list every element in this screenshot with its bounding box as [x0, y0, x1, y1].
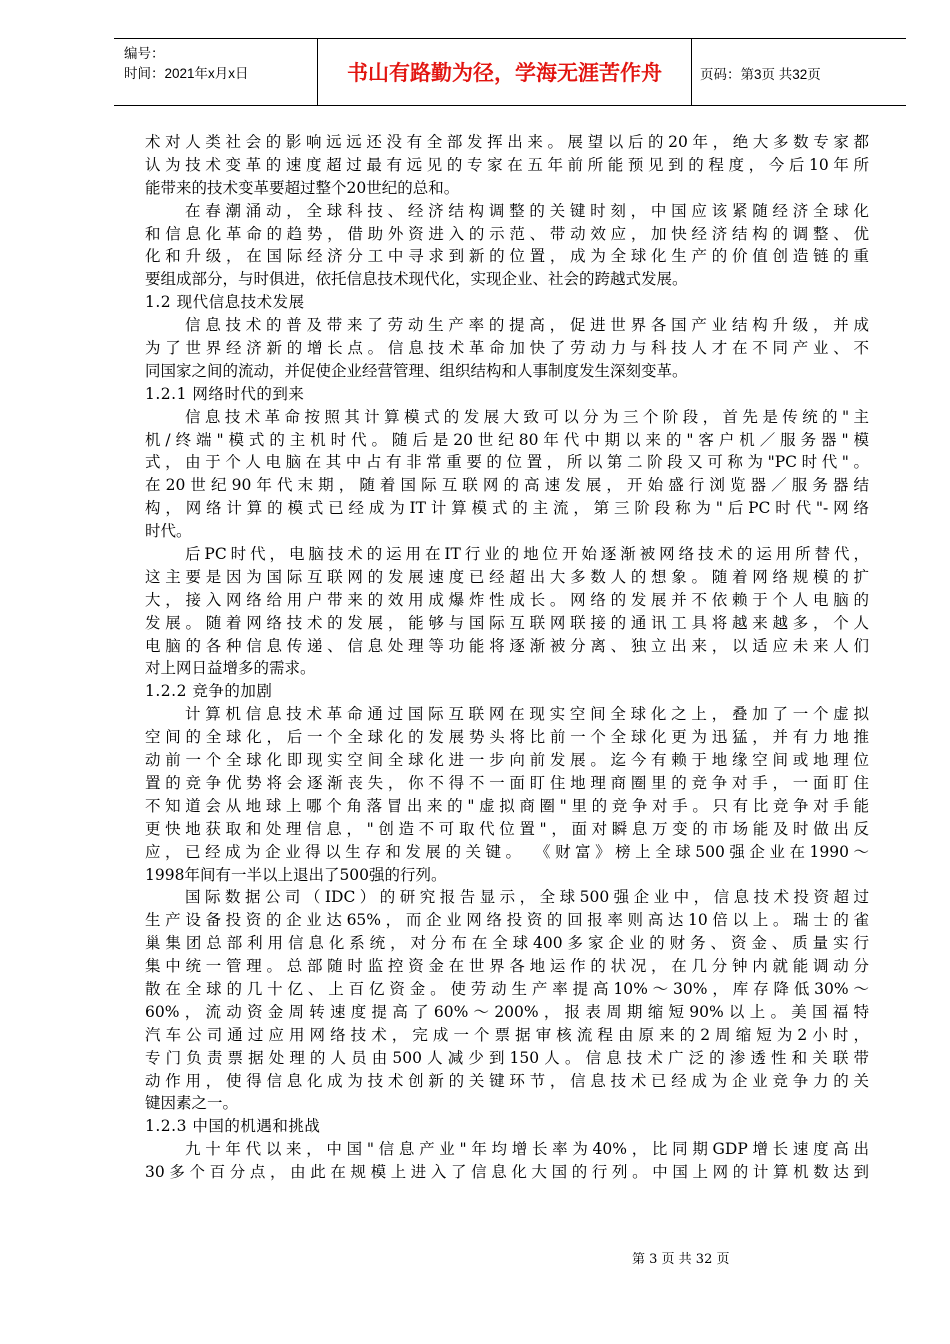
text-line: 国际数据公司（IDC）的研究报告显示，全球500强企业中，信息技术投资超过: [185, 888, 869, 907]
text-line: 后PC时代，电脑技术的运用在IT行业的地位开始逐渐被网络技术的运用所替代，: [185, 545, 869, 564]
text-line: 发展。随着网络技术的发展，能够与国际互联网联接的通讯工具将越来越多，个人: [145, 613, 869, 632]
text-line: 散在全球的几十亿、上百亿资金。使劳动生产率提高10%～30%，库存降低30%～: [145, 979, 869, 998]
text-line: 机/终端"模式的主机时代。随后是20世纪80年代中期以来的"客户机／服务器"模: [145, 430, 869, 449]
text-line: 为了世界经济新的增长点。信息技术革命加快了劳动力与科技人才在不同产业、不: [145, 339, 869, 358]
text-line: 生产设备投资的企业达65%，而企业网络投资的回报率则高达10倍以上。瑞士的雀: [145, 911, 869, 930]
text-line: 不知道会从地球上哪个角落冒出来的"虚拟商圈"里的竞争对手。只有比竞争对手能: [145, 796, 869, 815]
text-line: 应，已经成为企业得以生存和发展的关键。 《财富》榜上全球500强企业在1990～: [145, 842, 869, 861]
text-line: 这主要是因为国际互联网的发展速度已经超出大多数人的想象。随着网络规模的扩: [145, 567, 869, 586]
text-line: 时代。: [145, 522, 192, 541]
text-line: 九十年代以来，中国"信息产业"年均增长率为40%，比同期GDP增长速度高出: [185, 1140, 869, 1159]
page-header: [114, 38, 906, 106]
header-page-cell: [692, 39, 906, 105]
text-line: 对上网日益增多的需求。: [145, 659, 316, 678]
page-footer: 第 3 页 共 32 页: [632, 1252, 730, 1267]
text-line: 60%，流动资金周转速度提高了60%～200%，报表周期缩短90%以上。美国福特: [145, 1002, 869, 1021]
text-line: 构，网络计算的模式已经成为IT计算模式的主流，第三阶段称为"后PC时代"-网络: [145, 499, 869, 518]
text-line: 信息技术的普及带来了劳动生产率的提高，促进世界各国产业结构升级，并成: [185, 316, 869, 335]
header-motto-cell: [318, 39, 692, 105]
text-line: 式，由于个人电脑在其中占有非常重要的位置，所以第二阶段又可称为"PC时代"。: [145, 453, 869, 472]
doc-time-label: 时间：2021年x月x日: [124, 66, 249, 81]
text-line: 巢集团总部利用信息化系统，对分布在全球400多家企业的财务、资金、质量实行: [145, 934, 869, 953]
text-line: 键因素之一。: [145, 1094, 239, 1113]
text-line: 汽车公司通过应用网络技术，完成一个票据审核流程由原来的2周缩短为2小时，: [145, 1025, 869, 1044]
text-line: 集中统一管理。总部随时监控资金在世界各地运作的状况，在几分钟内就能调动分: [145, 957, 869, 976]
doc-number-label: 编号：: [124, 46, 165, 61]
text-line: 信息技术革命按照其计算模式的发展大致可以分为三个阶段，首先是传统的"主: [185, 407, 869, 426]
text-line: 30多个百分点，由此在规模上进入了信息化大国的行列。中国上网的计算机数达到: [145, 1163, 869, 1182]
text-line: 1998年间有一半以上退出了500强的行列。: [145, 865, 447, 884]
page-number-label: 页码：第3页 共32页: [700, 67, 821, 82]
text-line: 空间的全球化，后一个全球化的发展势头将比前一个全球化更为迅猛，并有力地推: [145, 728, 869, 747]
text-line: 专门负责票据处理的人员由500人减少到150人。信息技术广泛的渗透性和关联带: [145, 1048, 869, 1067]
section-heading: 1.2 现代信息技术发展: [145, 293, 305, 312]
header-meta-cell: [114, 39, 318, 105]
text-line: 电脑的各种信息传递、信息处理等功能将逐渐被分离、独立出来，以适应未来人们: [145, 636, 869, 655]
text-line: 化和升级，在国际经济分工中寻求到新的位置，成为全球化生产的价值创造链的重: [145, 247, 869, 266]
motto-text: 书山有路勤为径，学海无涯苦作舟: [347, 61, 662, 85]
text-line: 置的竞争优势将会逐渐丧失，你不得不一面盯住地理商圈里的竞争对手，一面盯住: [145, 773, 869, 792]
text-line: 动作用，使得信息化成为技术创新的关键环节，信息技术已经成为企业竞争力的关: [145, 1071, 869, 1090]
section-heading: 1.2.2 竞争的加剧: [145, 682, 273, 701]
text-line: 大，接入网络给用户带来的效用成爆炸性成长。网络的发展并不依赖于个人电脑的: [145, 590, 869, 609]
section-heading: 1.2.3 中国的机遇和挑战: [145, 1117, 321, 1136]
text-line: 动前一个全球化即现实空间全球化进一步向前发展。迄今有赖于地缘空间或地理位: [145, 751, 869, 770]
text-line: 和信息化革命的趋势，借助外资进入的示范、带动效应，加快经济结构的调整、优: [145, 224, 869, 243]
text-line: 术对人类社会的影响远远还没有全部发挥出来。展望以后的20年，绝大多数专家都: [145, 133, 869, 151]
text-line: 在20世纪90年代末期，随着国际互联网的高速发展，开始盛行浏览器／服务器结: [145, 476, 869, 495]
text-line: 更快地获取和处理信息，"创造不可取代位置"，面对瞬息万变的市场能及时做出反: [145, 819, 869, 838]
text-line: 同国家之间的流动，并促使企业经营管理、组织结构和人事制度发生深刻变革。: [145, 361, 688, 380]
text-line: 认为技术变革的速度超过最有远见的专家在五年前所能预见到的程度，今后10年所: [145, 155, 869, 174]
text-line: 计算机信息技术革命通过国际互联网在现实空间全球化之上，叠加了一个虚拟: [185, 705, 869, 724]
text-line: 在春潮涌动，全球科技、经济结构调整的关键时刻，中国应该紧随经济全球化: [185, 201, 869, 220]
text-line: 能带来的技术变革要超过整个20世纪的总和。: [145, 178, 460, 197]
body-text: [145, 131, 869, 1184]
section-heading: 1.2.1 网络时代的到来: [145, 384, 305, 403]
text-line: 要组成部分，与时俱进，依托信息技术现代化，实现企业、社会的跨越式发展。: [145, 270, 688, 289]
